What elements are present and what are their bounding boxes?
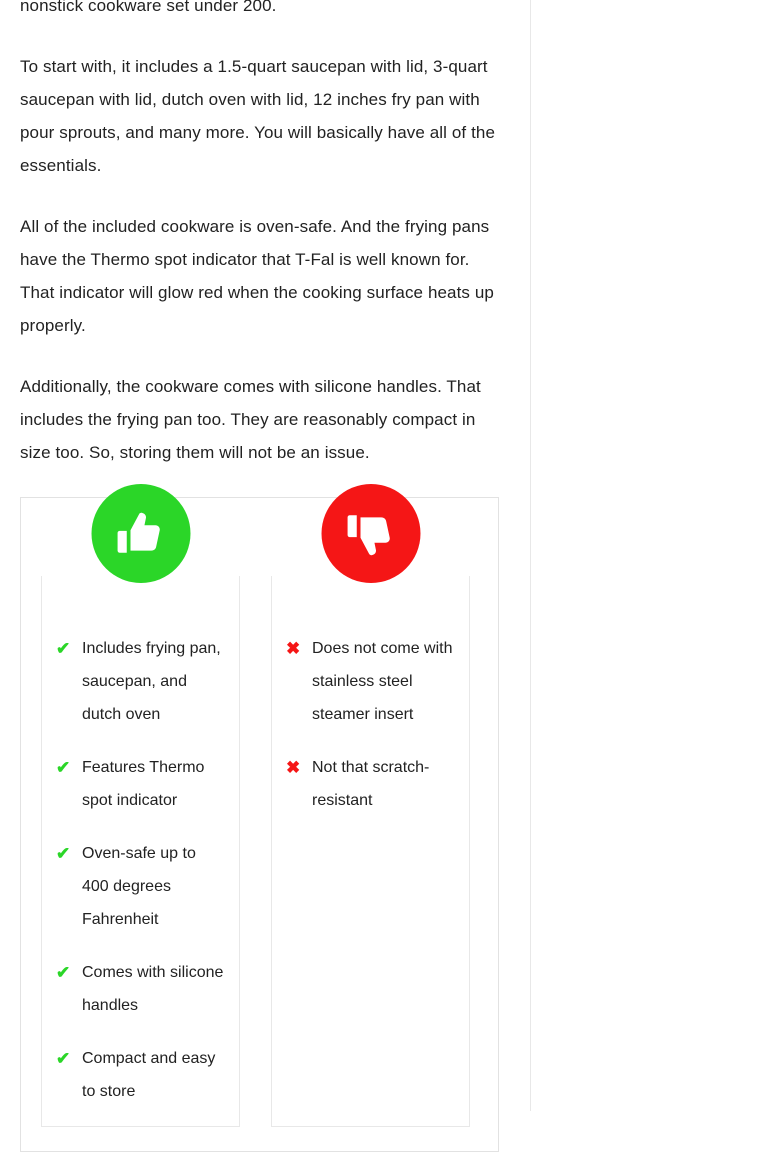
- check-icon: ✔: [56, 963, 71, 982]
- list-item-label: Oven-safe up to 400 degrees Fahrenheit: [82, 845, 196, 928]
- check-icon: ✔: [56, 1049, 71, 1068]
- pros-cons-box: [20, 497, 499, 1152]
- cross-icon: ✖: [286, 758, 301, 777]
- thumbs-up-icon: [91, 484, 190, 583]
- paragraph: Additionally, the cookware comes with silicone handles. That includes the frying pan too. They are reasonably compact in size too. So, storing them will not be an issue.: [20, 377, 481, 462]
- list-item: [56, 1042, 225, 1108]
- cross-icon: ✖: [286, 639, 301, 658]
- list-item-label: Comes with silicone handles: [82, 964, 224, 1014]
- list-item: [56, 751, 225, 817]
- list-item: [56, 837, 225, 936]
- cons-column: [271, 576, 470, 1127]
- list-item: [56, 632, 225, 731]
- cons-list: [286, 632, 455, 817]
- list-item: [286, 632, 455, 731]
- list-item: [56, 956, 225, 1022]
- paragraph: All of the included cookware is oven-safe. And the frying pans have the Thermo spot indicator that T-Fal is well known for. That indicator will glow red when the cooking surface heats up properly.: [20, 217, 494, 335]
- list-item-label: Includes frying pan, saucepan, and dutch oven: [82, 640, 221, 723]
- check-icon: ✔: [56, 758, 71, 777]
- paragraph: nonstick cookware set under 200.: [20, 0, 277, 15]
- pros-list: [56, 632, 225, 1108]
- list-item-label: Not that scratch-resistant: [312, 759, 430, 809]
- list-item: [286, 751, 455, 817]
- list-item-label: Does not come with stainless steel steamer insert: [312, 640, 453, 723]
- sidebar: [530, 0, 770, 1111]
- paragraph: To start with, it includes a 1.5-quart saucepan with lid, 3-quart saucepan with lid, dutch oven with lid, 12 inches fry pan with pour sprouts, and many more. You will basically have all of the essentials.: [20, 57, 496, 175]
- check-icon: ✔: [56, 639, 71, 658]
- check-icon: ✔: [56, 844, 71, 863]
- list-item-label: Compact and easy to store: [82, 1050, 216, 1100]
- thumbs-down-icon: [321, 484, 420, 583]
- pros-column: [41, 576, 240, 1127]
- list-item-label: Features Thermo spot indicator: [82, 759, 205, 809]
